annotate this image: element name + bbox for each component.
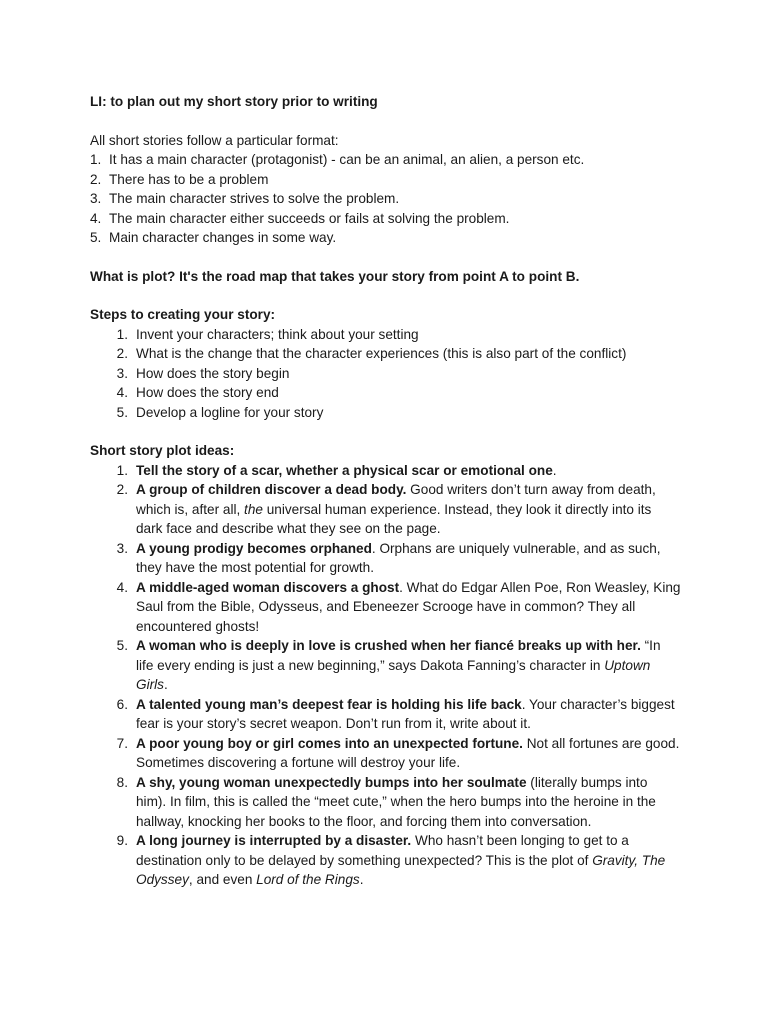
list-item: 3. A young prodigy becomes orphaned. Orphans are uniquely vulnerable, and as such, they have the most potential for growth.	[116, 540, 661, 575]
list-item: 4. The main character either succeeds or fails at solving the problem.	[90, 210, 510, 226]
list-item: 3. How does the story begin	[116, 365, 290, 381]
list-item: 4. How does the story end	[116, 385, 279, 400]
list-item: 9. A long journey is interrupted by a disaster. Who hasn’t been longing to get to a destination only to be delayed by something unexpected? This is the plot of Gravity, The Odyssey, and even Lord of the Rings.	[116, 833, 666, 887]
steps-section	[90, 305, 690, 422]
format-section	[90, 131, 690, 248]
list-item: 4. A middle-aged woman discovers a ghost. What do Edgar Allen Poe, Ron Weasley, King Saul from the Bible, Odysseus, and Ebeneezer Scrooge have in common? They all encountered ghosts!	[116, 579, 681, 634]
list-item: 2. A group of children discover a dead body. Good writers don’t turn away from death, which is, after all, the universal human experience. Instead, they look it directly into its dark face and describe what they see on the page.	[116, 482, 656, 536]
list-item: 5. Main character changes in some way.	[90, 230, 337, 245]
list-item: 3. The main character strives to solve the problem.	[90, 191, 400, 206]
list-item: 2. What is the change that the character experiences (this is also part of the conflict)	[116, 346, 627, 361]
list-item: 6. A talented young man’s deepest fear is holding his life back. Your character’s biggest fear is your story’s secret weapon. Don’t run from it, write about it.	[116, 696, 675, 731]
ideas-heading: Short story plot ideas:	[90, 443, 235, 458]
ideas-list	[90, 461, 690, 890]
format-intro: All short stories follow a particular format:	[90, 132, 339, 148]
list-item: 1. It has a main character (protagonist) - can be an animal, an alien, a person etc.	[90, 152, 585, 167]
list-item: 7. A poor young boy or girl comes into an unexpected fortune. Not all fortunes are good. Sometimes discovering a fortune will destroy your life.	[116, 735, 680, 770]
list-item: 2. There has to be a problem	[90, 171, 269, 187]
plot-definition: What is plot? It's the road map that takes your story from point A to point B.	[90, 268, 580, 284]
format-list	[90, 150, 690, 248]
list-item: 1. Tell the story of a scar, whether a physical scar or emotional one.	[116, 462, 557, 478]
list-item: 8. A shy, young woman unexpectedly bumps into her soulmate (literally bumps into him). In film, this is called the “meet cute,” when the hero bumps into the heroine in the hallway, knocking her books to the floor, and forcing them into conversation.	[116, 774, 656, 829]
learning-intention-title: LI: to plan out my short story prior to writing	[90, 94, 378, 109]
list-item: 5. A woman who is deeply in love is crushed when her fiancé breaks up with her. “In life every ending is just a new beginning,” says Dakota Fanning’s character in Uptown Girls.	[116, 638, 661, 692]
steps-heading: Steps to creating your story:	[90, 307, 276, 322]
list-item: 1. Invent your characters; think about your setting	[116, 326, 419, 342]
steps-list	[90, 325, 690, 423]
document-page	[90, 92, 690, 890]
list-item: 5. Develop a logline for your story	[116, 404, 324, 420]
ideas-section	[90, 441, 690, 890]
